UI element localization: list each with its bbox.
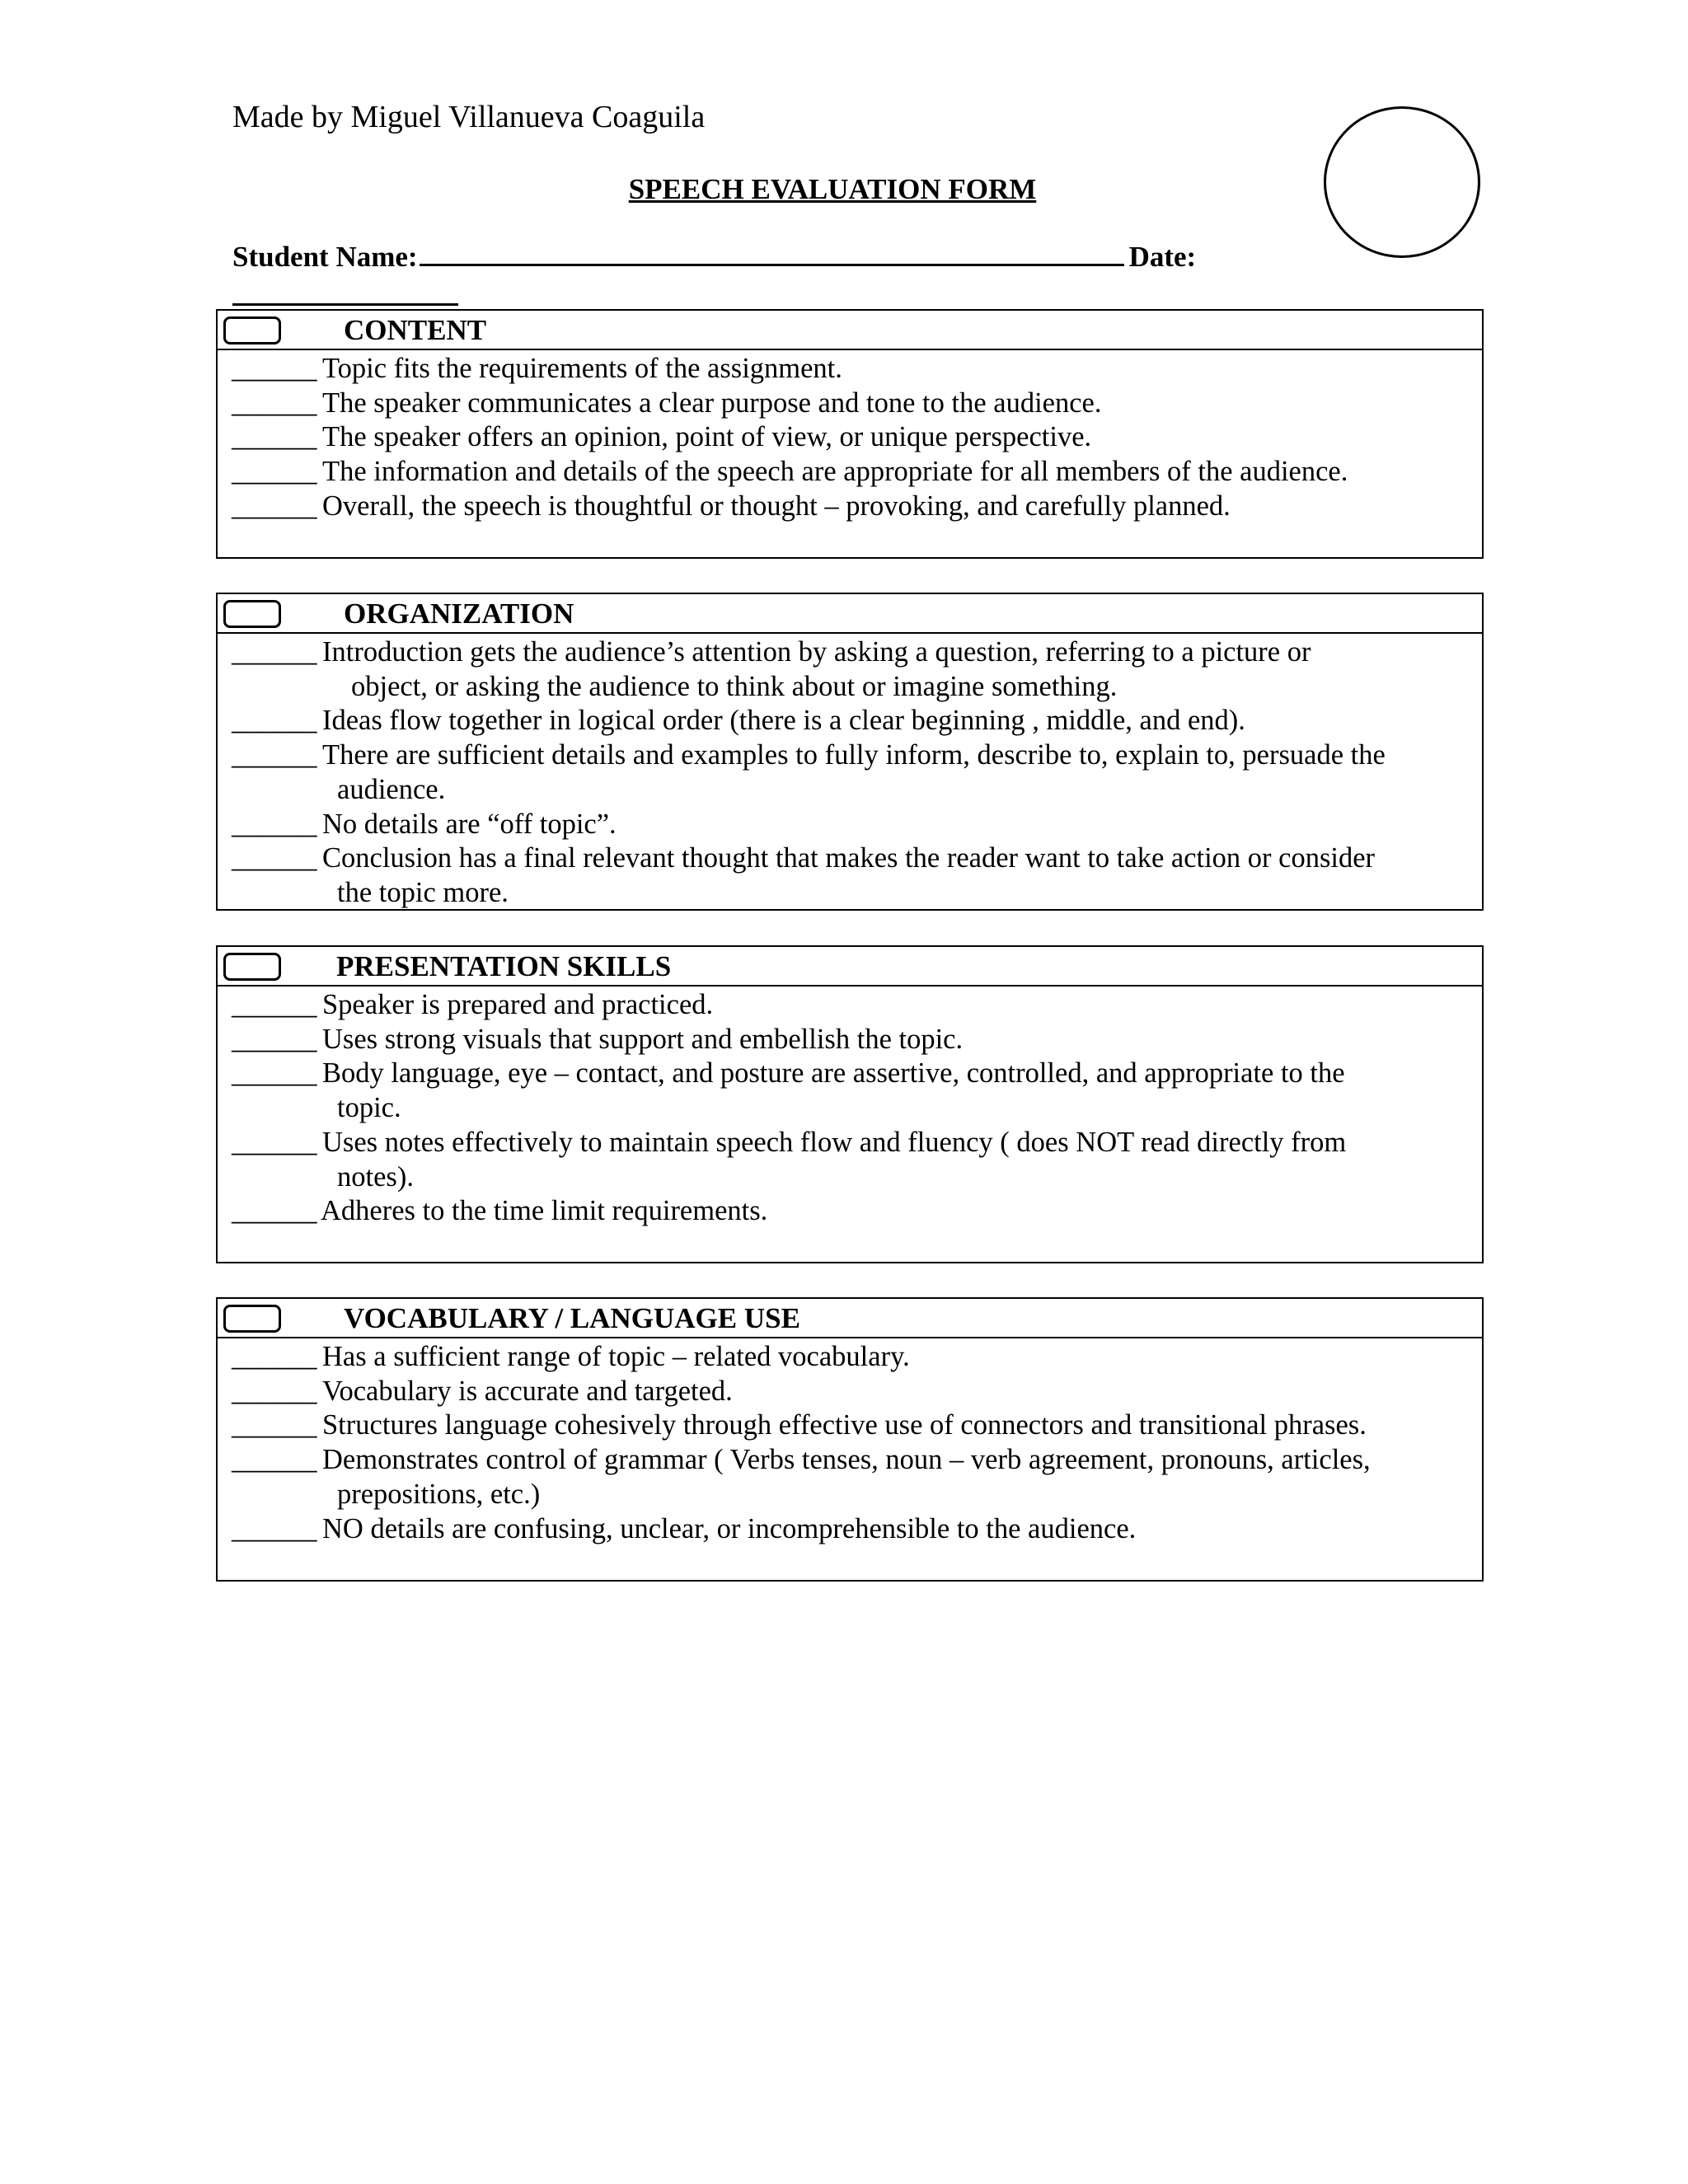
score-blank[interactable]: ______	[232, 1444, 317, 1476]
item-list	[218, 634, 1482, 911]
list-item: ______ Introduction gets the audience’s attention by asking a question, referring to a picture or object, or asking the audience to think about or imagine something.	[232, 636, 1311, 702]
list-item: ______ There are sufficient details and examples to fully inform, describe to, explain to, persuade the audience.	[232, 739, 1386, 805]
section-header	[218, 1299, 1482, 1338]
score-blank[interactable]: ______	[232, 739, 317, 771]
author-credit: Made by Miguel Villanueva Coaguila	[232, 100, 706, 134]
score-blank[interactable]: ______	[232, 1023, 317, 1055]
list-item: ______ The speaker offers an opinion, point of view, or unique perspective.	[232, 420, 1482, 455]
list-item: ______ No details are “off topic”.	[232, 808, 1482, 842]
score-blank[interactable]: ______	[232, 456, 317, 488]
list-item: ______ Speaker is prepared and practiced.	[232, 988, 1482, 1023]
list-item: ______ Ideas flow together in logical order (there is a clear beginning , middle, and end).	[232, 704, 1482, 738]
score-blank[interactable]: ______	[232, 387, 317, 419]
list-item: ______ Adheres to the time limit requirements.	[232, 1194, 1482, 1229]
list-item: ______ The information and details of the speech are appropriate for all members of the audience.	[232, 455, 1482, 490]
section-header	[218, 311, 1482, 350]
list-item: ______ Demonstrates control of grammar ( Verbs tenses, noun – verb agreement, pronouns, articles, prepositions, etc.)	[232, 1444, 1371, 1510]
score-blank[interactable]: ______	[232, 1409, 317, 1441]
section-organization	[216, 593, 1484, 911]
section-score-box[interactable]	[223, 953, 281, 981]
student-name-label: Student Name:	[232, 241, 418, 273]
score-blank[interactable]: ______	[232, 1057, 317, 1090]
score-blank[interactable]: ______	[232, 421, 317, 453]
section-title: CONTENT	[344, 314, 487, 346]
list-item: ______ The speaker communicates a clear purpose and tone to the audience.	[232, 387, 1482, 421]
section-title: PRESENTATION SKILLS	[336, 950, 672, 982]
section-score-box[interactable]	[223, 1305, 281, 1333]
score-blank[interactable]: ______	[232, 1341, 317, 1372]
section-score-box[interactable]	[223, 316, 281, 344]
section-header	[218, 594, 1482, 634]
score-blank[interactable]: ______	[232, 490, 317, 522]
score-blank[interactable]: ______	[232, 1375, 317, 1407]
student-name-row	[232, 239, 1196, 275]
list-item: ______ NO details are confusing, unclear, or incomprehensible to the audience.	[232, 1512, 1482, 1547]
score-blank[interactable]: ______	[232, 705, 317, 737]
score-blank[interactable]: ______	[232, 636, 317, 668]
item-list	[218, 1338, 1482, 1546]
section-vocabulary-language-use	[216, 1297, 1484, 1582]
list-item: ______ Overall, the speech is thoughtful or thought – provoking, and carefully planned.	[232, 490, 1482, 524]
section-title: ORGANIZATION	[344, 598, 574, 630]
list-item: ______ Uses notes effectively to maintain speech flow and fluency ( does NOT read directly from notes).	[232, 1126, 1347, 1193]
section-score-box[interactable]	[223, 600, 281, 628]
item-list	[218, 350, 1482, 524]
score-blank[interactable]: ______	[232, 808, 317, 840]
score-blank[interactable]: ______	[232, 353, 317, 384]
list-item: ______ Has a sufficient range of topic – related vocabulary.	[232, 1340, 1482, 1375]
section-title: VOCABULARY / LANGUAGE USE	[344, 1302, 800, 1334]
section-header	[218, 947, 1482, 987]
date-field[interactable]	[232, 303, 458, 306]
form-title: SPEECH EVALUATION FORM	[628, 173, 1037, 205]
score-blank[interactable]: ______	[232, 1512, 317, 1544]
list-item: ______ Vocabulary is accurate and targeted.	[232, 1375, 1482, 1409]
section-content	[216, 309, 1484, 559]
score-blank[interactable]: ______	[232, 842, 317, 874]
list-item: ______ Body language, eye – contact, and posture are assertive, controlled, and appropriate to the topic.	[232, 1057, 1345, 1124]
score-blank[interactable]: ______	[232, 989, 317, 1020]
list-item: ______ Topic fits the requirements of the assignment.	[232, 352, 1482, 387]
section-presentation-skills	[216, 945, 1484, 1263]
list-item: ______ Conclusion has a final relevant thought that makes the reader want to take action or consider the topic more.	[232, 842, 1376, 908]
item-list	[218, 987, 1482, 1229]
student-name-field[interactable]	[420, 239, 1124, 266]
score-blank[interactable]: ______	[232, 1126, 317, 1158]
date-label: Date:	[1128, 241, 1197, 273]
list-item: ______ Structures language cohesively through effective use of connectors and transitional phrases.	[232, 1408, 1482, 1443]
list-item: ______ Uses strong visuals that support and embellish the topic.	[232, 1023, 1482, 1057]
score-blank[interactable]: ______	[232, 1195, 317, 1227]
